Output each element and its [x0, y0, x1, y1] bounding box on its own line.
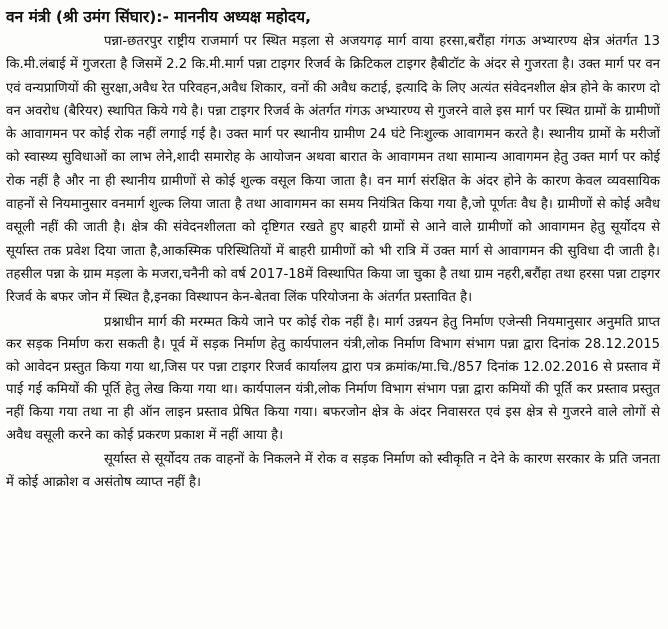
paragraph-public-sentiment: सूर्यास्त से सूर्योदय तक वाहनों के निकलने में रोक व सड़क निर्माण को स्वीकृति न देने के कारण सरकार के प्रति जनता में कोई आक्रोश व असंतोष व्याप्त नहीं है।: [6, 452, 660, 490]
speaker-heading: वन मंत्री (श्री उमंग सिंघार):- माननीय अध्यक्ष महोदय,: [6, 8, 312, 26]
paragraph-road-and-forest-barriers: पन्ना-छतरपुर राष्ट्रीय राजमार्ग पर स्थित मड़ला से अजयगढ़ मार्ग वाया हरसा,बरौंहा गंगऊ अभ्यारण्य क्षेत्र अंतर्गत 13 कि.मी.लंबाई में गुजरता है जिसमें 2.2 कि.मी.मार्ग पन्ना टाइगर रिजर्व के क्रिटिकल टाइगर हैबीटॉट के अंदर से गुजरता है। उक्त मार्ग पर वन एवं वन्यप्राणियों की सुरक्षा,अवैध रेत परिवहन,अवैध शिकार, वनों की अवैध कटाई, इत्यादि के लिए अत्यंत संवेदनशील क्षेत्र होने के कारण दो वन अवरोध (बैरियर) स्थापित किये गये है। पन्ना टाइगर रिजर्व के अंतर्गत गंगऊ अभ्यारण्य से गुजरने वाले इस मार्ग पर स्थित ग्रामों के ग्रामीणों के आवागमन पर कोई रोक नहीं लगाई गई है। उक्त मार्ग पर स्थानीय ग्रामीण 24 घंटे निःशुल्क आवागमन करते है। स्थानीय ग्रामों के मरीजों को स्वास्थ्य सुविधाओं का लाभ लेने,शादी समारोह के आयोजन अथवा बारात के आवागमन तथा सामान्य आवागमन हेतु उक्त मार्ग पर कोई रोक नहीं है और ना ही स्थानीय ग्रामीणों से कोई शुल्क वसूल किया जाता है। वन मार्ग संरक्षित के अंदर होने के कारण केवल व्यवसायिक वाहनों से नियमानुसार वनमार्ग शुल्क लिया जाता है तथा आवागमन का समय नियंत्रित किया गया है,जो पूर्णतः वैध है। ग्रामीणों से कोई अवैध वसूली नहीं की जाती है। क्षेत्र की संवेदनशीलता को दृष्टिगत रखते हुए बाहरी ग्रामों से आने वाले ग्रामीणों को आवागमन हेतु सूर्योदय से सूर्यास्त तक प्रवेश दिया जाता है,आकस्मिक परिस्थितियों में बाहरी ग्रामीणों को भी रात्रि में उक्त मार्ग से आवागमन की सुविधा दी जाती है। तहसील पन्ना के ग्राम मड़ला के मजरा,चनैनी को वर्ष 2017-18में विस्थापित किया जा चुका है तथा ग्राम नहरी,बरौंहा तथा हरसा पन्ना टाइगर रिजर्व के बफर जोन में स्थित है,इनका विस्थापन केन-बेतवा लिंक परियोजना के अंतर्गत प्रस्तावित है।: [6, 34, 660, 306]
paragraph-road-construction: प्रश्नाधीन मार्ग की मरम्मत किये जाने पर कोई रोक नहीं है। मार्ग उन्नयन हेतु निर्माण एजेन्सी नियमानुसार अनुमति प्राप्त कर सड़क निर्माण करा सकती है। पूर्व में सड़क निर्माण हेतु कार्यपालन यंत्री,लोक निर्माण विभाग संभाग पन्ना द्वारा दिनांक 28.12.2015 को आवेदन प्रस्तुत किया गया था,जिस पर पन्ना टाइगर रिजर्व कार्यालय द्वारा पत्र क्रमांक/मा.चि./857 दिनांक 12.02.2016 से प्रस्ताव में पाई गई कमियों की पूर्ति हेतु लेख किया गया था। कार्यपालन यंत्री,लोक निर्माण विभाग संभाग पन्ना द्वारा कमियों की पूर्ति कर प्रस्ताव प्रस्तुत नहीं किया गया तथा ना ही ऑन लाइन प्रस्ताव प्रेषित किया गया। बफरजोन क्षेत्र के अंदर निवासरत एवं इस क्षेत्र से गुजरने वाले लोगों से अवैध वसूली करने का कोई प्रकरण प्रकाश में नहीं आया है।: [6, 314, 660, 443]
